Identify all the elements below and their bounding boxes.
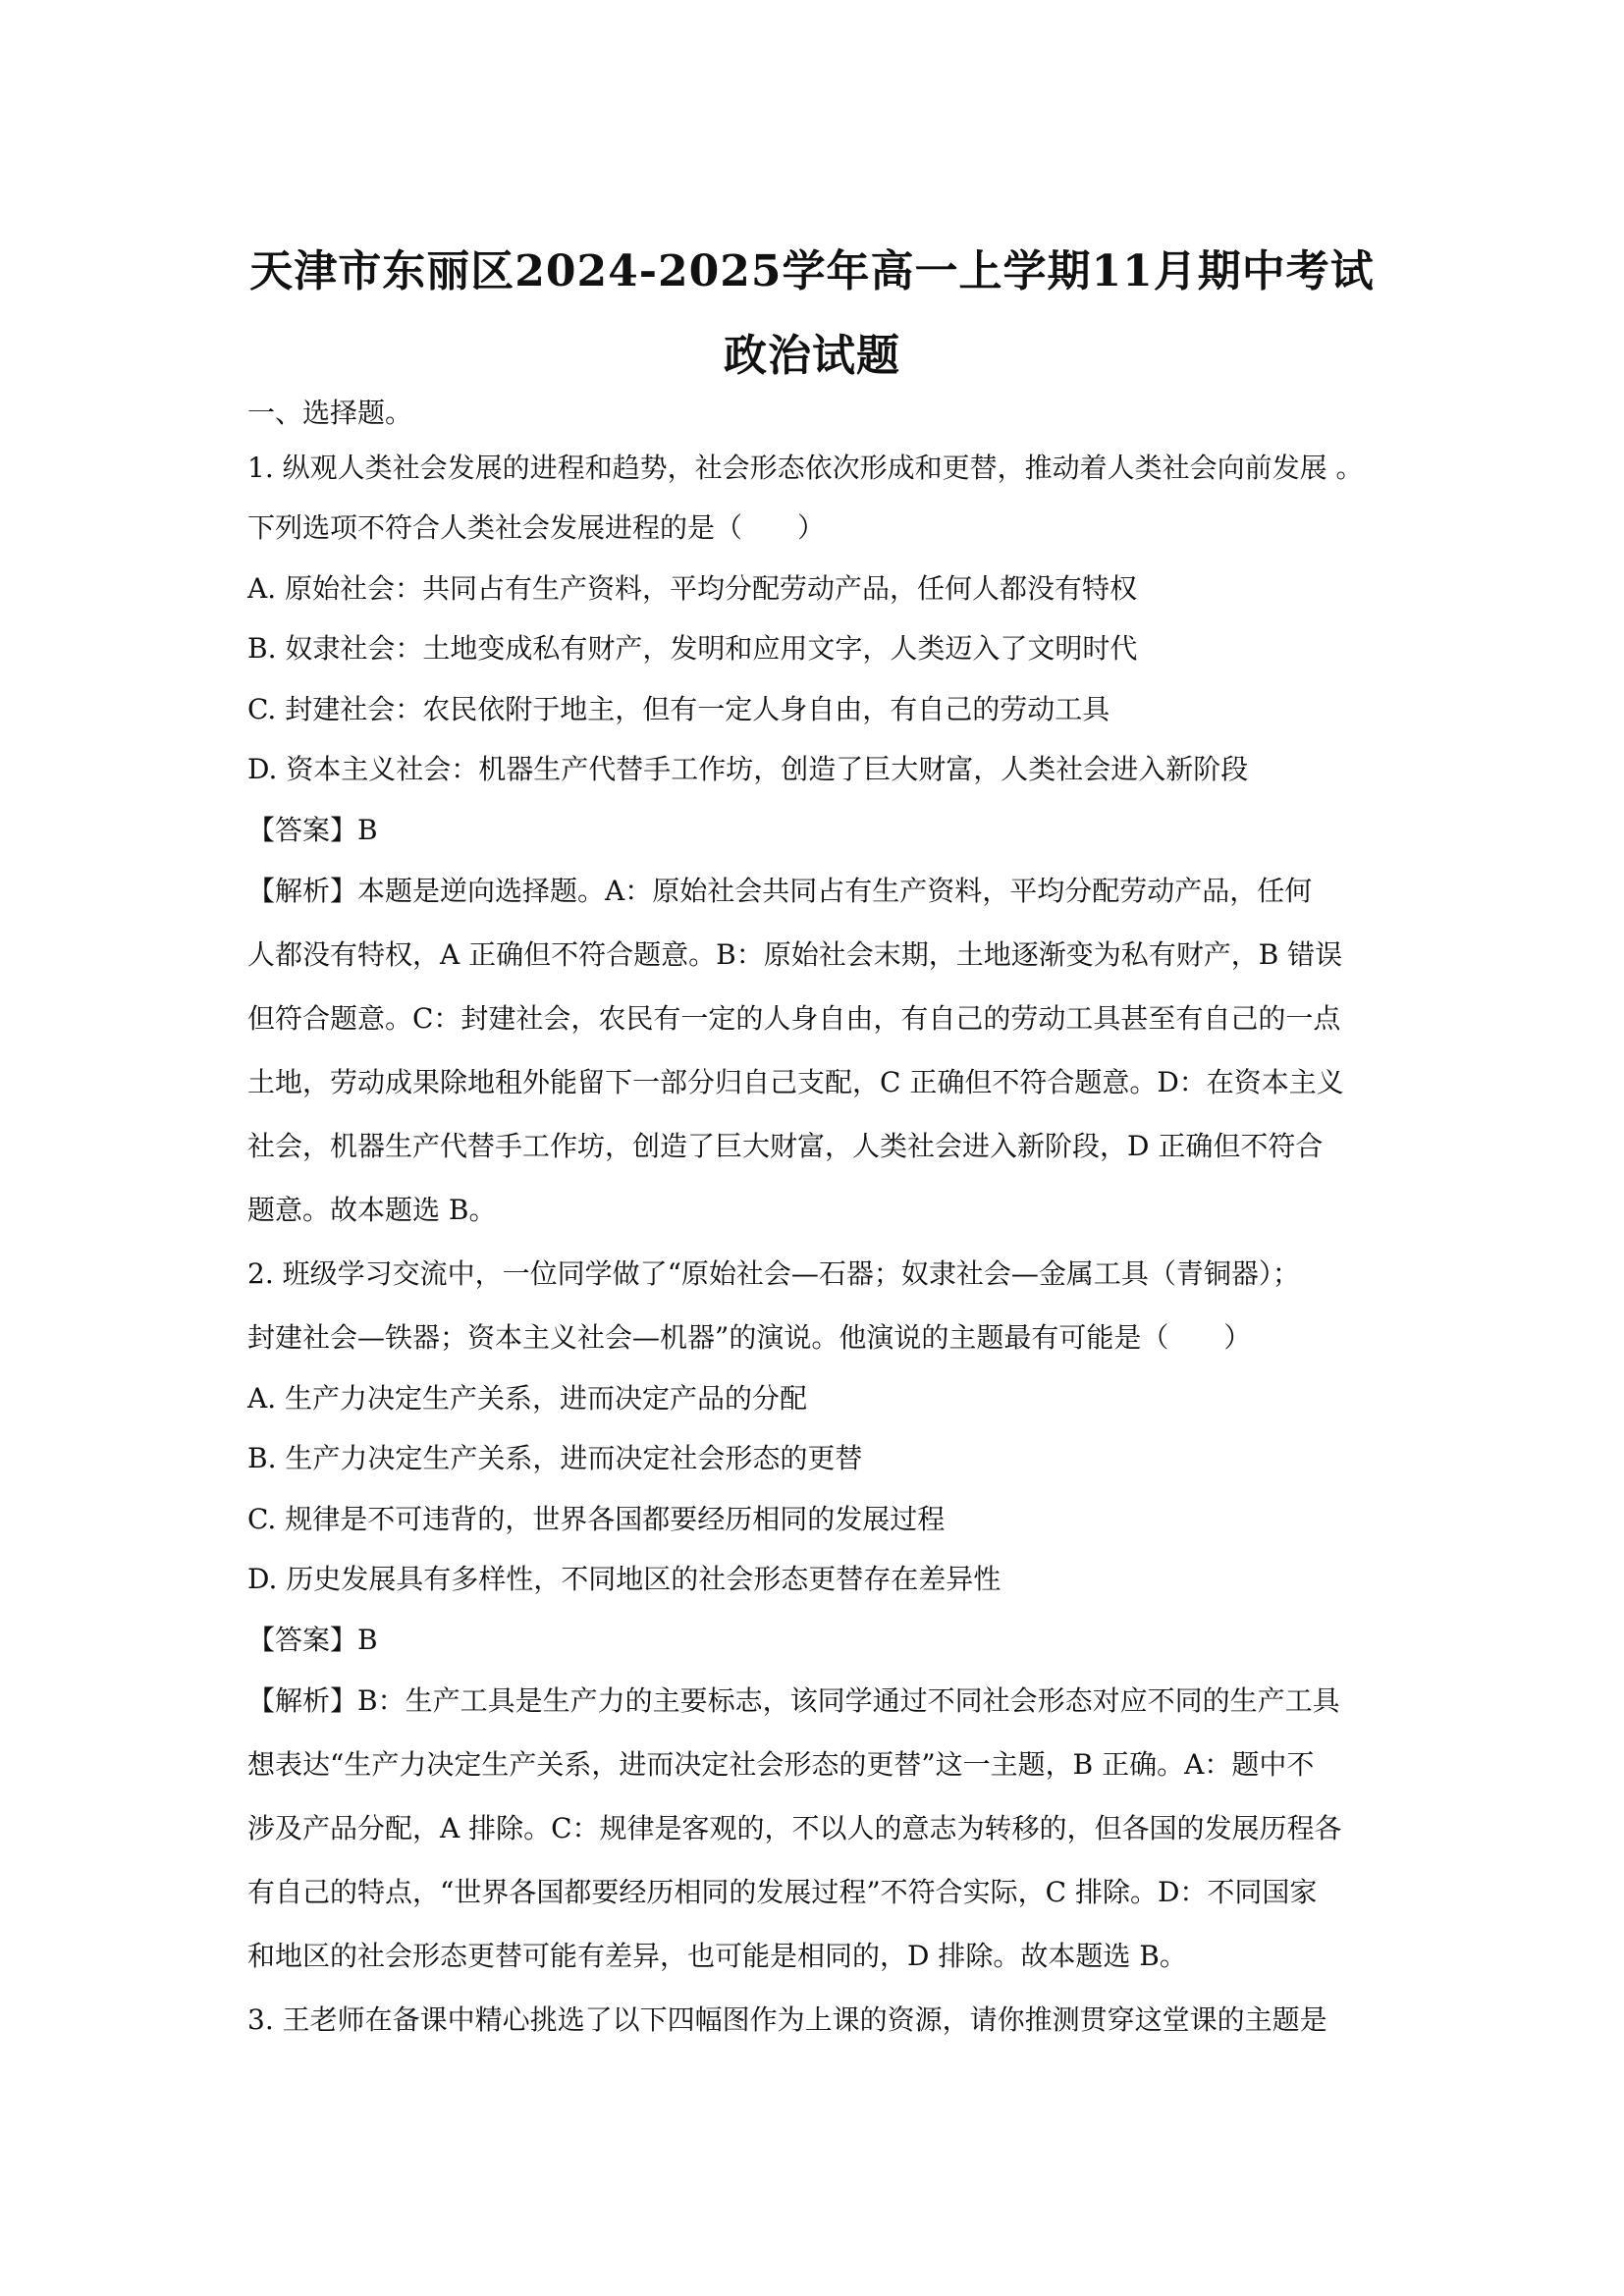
q1-answer: 【答案】B bbox=[247, 814, 378, 846]
q1-stem-cont: 下列选项不符合人类社会发展进程的是（ ） bbox=[247, 511, 826, 544]
q3-stem: 3. 王老师在备课中精心挑选了以下四幅图作为上课的资源，请你推测贯穿这堂课的主题是 bbox=[247, 2003, 1327, 2036]
q2-analysis-line: 【解析】B：生产工具是生产力的主要标志，该同学通过不同社会形态对应不同的生产工具 bbox=[247, 1684, 1340, 1717]
document-subtitle: 政治试题 bbox=[724, 331, 900, 381]
q2-option-d: D. 历史发展具有多样性，不同地区的社会形态更替存在差异性 bbox=[247, 1563, 1001, 1595]
q1-stem: 1. 纵观人类社会发展的进程和趋势，社会形态依次形成和更替，推动着人类社会向前发展 。 bbox=[247, 452, 1364, 484]
q2-option-b: B. 生产力决定生产关系，进而决定社会形态的更替 bbox=[247, 1442, 863, 1474]
section-heading: 一、选择题。 bbox=[247, 397, 413, 429]
q2-analysis-line: 涉及产品分配，A 排除。C：规律是客观的，不以人的意志为转移的，但各国的发展历程各 bbox=[247, 1812, 1342, 1844]
q1-analysis-line: 人都没有特权，A 正确但不符合题意。B：原始社会末期，土地逐渐变为私有财产，B 错误 bbox=[247, 938, 1343, 971]
q1-option-c: C. 封建社会：农民依附于地主，但有一定人身自由，有自己的劳动工具 bbox=[247, 693, 1110, 725]
q1-analysis-line: 社会，机器生产代替手工作坊，创造了巨大财富，人类社会进入新阶段，D 正确但不符合 bbox=[247, 1130, 1324, 1162]
q2-option-a: A. 生产力决定生产关系，进而决定产品的分配 bbox=[247, 1382, 808, 1415]
q2-stem: 2. 班级学习交流中，一位同学做了“原始社会—石器；奴隶社会—金属工具（青铜器）； bbox=[247, 1257, 1300, 1290]
q1-analysis-line: 但符合题意。C：封建社会，农民有一定的人身自由，有自己的劳动工具甚至有自己的一点 bbox=[247, 1002, 1341, 1035]
document-title: 天津市东丽区2024-2025学年高一上学期11月期中考试 bbox=[249, 246, 1375, 296]
q1-option-d: D. 资本主义社会：机器生产代替手工作坊，创造了巨大财富，人类社会进入新阶段 bbox=[247, 753, 1249, 785]
q2-analysis-line: 和地区的社会形态更替可能有差异，也可能是相同的，D 排除。故本题选 B。 bbox=[247, 1940, 1187, 1972]
q2-option-c: C. 规律是不可违背的，世界各国都要经历相同的发展过程 bbox=[247, 1503, 946, 1535]
q2-analysis-line: 想表达“生产力决定生产关系，进而决定社会形态的更替”这一主题，B 正确。A：题中不 bbox=[247, 1748, 1315, 1781]
q2-analysis-line: 有自己的特点，“世界各国都要经历相同的发展过程”不符合实际，C 排除。D：不同国家 bbox=[247, 1876, 1318, 1908]
q2-stem-cont: 封建社会—铁器；资本主义社会—机器”的演说。他演说的主题最有可能是（ ） bbox=[247, 1321, 1252, 1354]
q2-answer: 【答案】B bbox=[247, 1624, 378, 1656]
q1-analysis-line: 题意。故本题选 B。 bbox=[247, 1194, 497, 1226]
q1-analysis-line: 【解析】本题是逆向选择题。A：原始社会共同占有生产资料，平均分配劳动产品，任何 bbox=[247, 875, 1313, 907]
q1-option-b: B. 奴隶社会：土地变成私有财产，发明和应用文字，人类迈入了文明时代 bbox=[247, 632, 1138, 665]
q1-option-a: A. 原始社会：共同占有生产资料，平均分配劳动产品，任何人都没有特权 bbox=[247, 572, 1138, 605]
q1-analysis-line: 土地，劳动成果除地租外能留下一部分归自己支配，C 正确但不符合题意。D：在资本主义 bbox=[247, 1066, 1344, 1098]
